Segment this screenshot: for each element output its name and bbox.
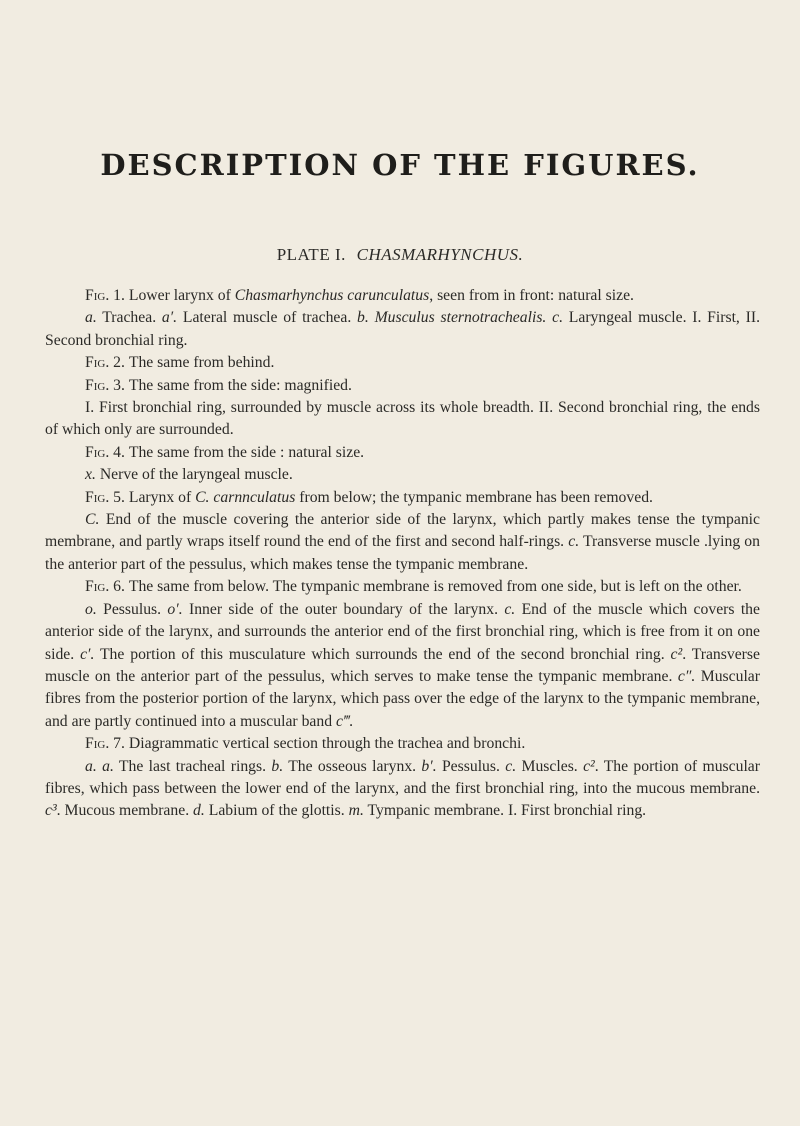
figure-label: Fig. 6.: [85, 578, 129, 596]
text-run: I. First bronchial ring, surrounded by muscle across its whole breadth. II. Second bronchial ring, the ends of which only are surrounded.: [45, 399, 760, 439]
text-run: End of the muscle which covers the anterior side of the larynx, and surrounds the anterior end of the first bronchial ring, which is free from it on one side.: [45, 600, 760, 663]
description-paragraph: [45, 733, 760, 755]
figure-label: Fig. 2.: [85, 354, 129, 372]
italic-run: c.: [568, 533, 580, 551]
italic-run: c.: [504, 600, 516, 618]
italic-run: m.: [348, 802, 364, 820]
text-run: End of the muscle covering the anterior side of the larynx, which partly makes tense the tympanic membrane, and partly wraps itself round the end of the first and second half-rings.: [45, 511, 760, 551]
figure-label: Fig. 4.: [85, 443, 129, 461]
text-run: The last tracheal rings.: [113, 757, 272, 775]
text-run: Muscles.: [516, 757, 584, 775]
italic-run: Chasmarhynchus carunculatus: [234, 287, 430, 304]
italic-run: b. Musculus sternotrachealis.: [357, 309, 547, 327]
text-run: Pessulus.: [436, 757, 506, 775]
text-run: Laryngeal muscle. I. First, II. Second bronchial ring.: [45, 309, 760, 349]
text-run: Lateral muscle of trachea.: [177, 309, 358, 327]
text-run: Tympanic membrane. I. First bronchial ring.: [363, 802, 647, 820]
text-run: The same from the side: magnified.: [128, 376, 352, 394]
italic-run: b.: [271, 757, 284, 775]
plate-genus: CHASMARHYNCHUS.: [356, 245, 524, 264]
italic-run: o.: [85, 600, 97, 618]
italic-run: o′.: [167, 600, 183, 618]
text-run: Trachea.: [96, 309, 162, 327]
text-run: The same from behind.: [128, 354, 275, 372]
italic-run: d.: [193, 802, 205, 820]
italic-run: c″.: [677, 667, 696, 685]
text-run: . Mucous membrane.: [56, 802, 194, 820]
description-paragraph: [45, 397, 760, 442]
text-run: Larynx of: [128, 488, 196, 506]
figure-label: Fig. 5.: [85, 488, 129, 506]
figure-label: Fig. 3.: [85, 376, 129, 394]
text-run: Pessulus.: [96, 600, 168, 618]
text-run: The same from the side : natural size.: [128, 443, 365, 461]
italic-run: c³: [45, 802, 57, 820]
description-paragraph: [45, 599, 760, 733]
text-run: The portion of this musculature which surrounds the end of the second bronchial ring.: [94, 645, 671, 663]
figure-descriptions: [45, 285, 760, 823]
italic-run: a. a.: [85, 757, 114, 775]
italic-run: c′.: [80, 645, 95, 663]
text-run: . The portion of muscular fibres, which pass between the lower end of the larynx, and the first bronchial ring, into the mucous membrane.: [45, 757, 760, 797]
description-paragraph: [45, 442, 760, 464]
italic-run: a.: [85, 309, 97, 327]
text-run: . Transverse muscle on the anterior part of the pessulus, which serves to make tense the tympanic membrane.: [45, 645, 760, 685]
description-paragraph: [45, 509, 760, 576]
description-paragraph: [45, 756, 760, 823]
italic-run: x.: [85, 466, 96, 484]
description-paragraph: [45, 576, 760, 598]
plate-label: PLATE I.: [276, 245, 346, 264]
text-run: Nerve of the laryngeal muscle.: [95, 466, 293, 484]
italic-run: c.: [505, 757, 517, 775]
plate-heading: [0, 245, 800, 265]
italic-run: a′.: [161, 309, 178, 327]
text-run: Labium of the glottis.: [204, 802, 349, 820]
description-paragraph: [45, 352, 760, 374]
italic-run: c²: [670, 645, 683, 663]
italic-run: c‴.: [336, 712, 354, 730]
figure-label: Fig. 7.: [85, 735, 129, 753]
text-run: from below; the tympanic membrane has been removed.: [295, 488, 653, 506]
description-paragraph: [45, 487, 760, 509]
text-run: Lower larynx of: [128, 287, 235, 304]
text-run: Transverse muscle .lying on the anterior part of the pessulus, which makes tense the tympanic membrane.: [45, 533, 760, 573]
italic-run: c²: [583, 757, 595, 775]
text-run: The same from below. The tympanic membrane is removed from one side, but is left on the other.: [128, 578, 742, 596]
italic-run: C. carnnculatus: [195, 488, 296, 506]
description-paragraph: [45, 307, 760, 352]
document-title: DESCRIPTION OF THE FIGURES.: [100, 148, 700, 182]
text-run: Diagrammatic vertical section through the trachea and bronchi.: [128, 735, 526, 753]
italic-run: C.: [85, 511, 100, 529]
figure-label: Fig. 1.: [85, 287, 129, 304]
text-run: , seen from in front: natural size.: [429, 287, 634, 304]
text-run: The osseous larynx.: [283, 757, 422, 775]
description-paragraph: [45, 285, 760, 307]
text-run: Inner side of the outer boundary of the larynx.: [182, 600, 505, 618]
text-run: Muscular fibres from the posterior portion of the larynx, which pass over the edge of the larynx to the tympanic membrane, and are partly continued into a muscular band: [45, 667, 760, 730]
description-paragraph: [45, 464, 760, 486]
italic-run: c.: [552, 309, 564, 327]
description-paragraph: [45, 375, 760, 397]
italic-run: b′.: [421, 757, 437, 775]
